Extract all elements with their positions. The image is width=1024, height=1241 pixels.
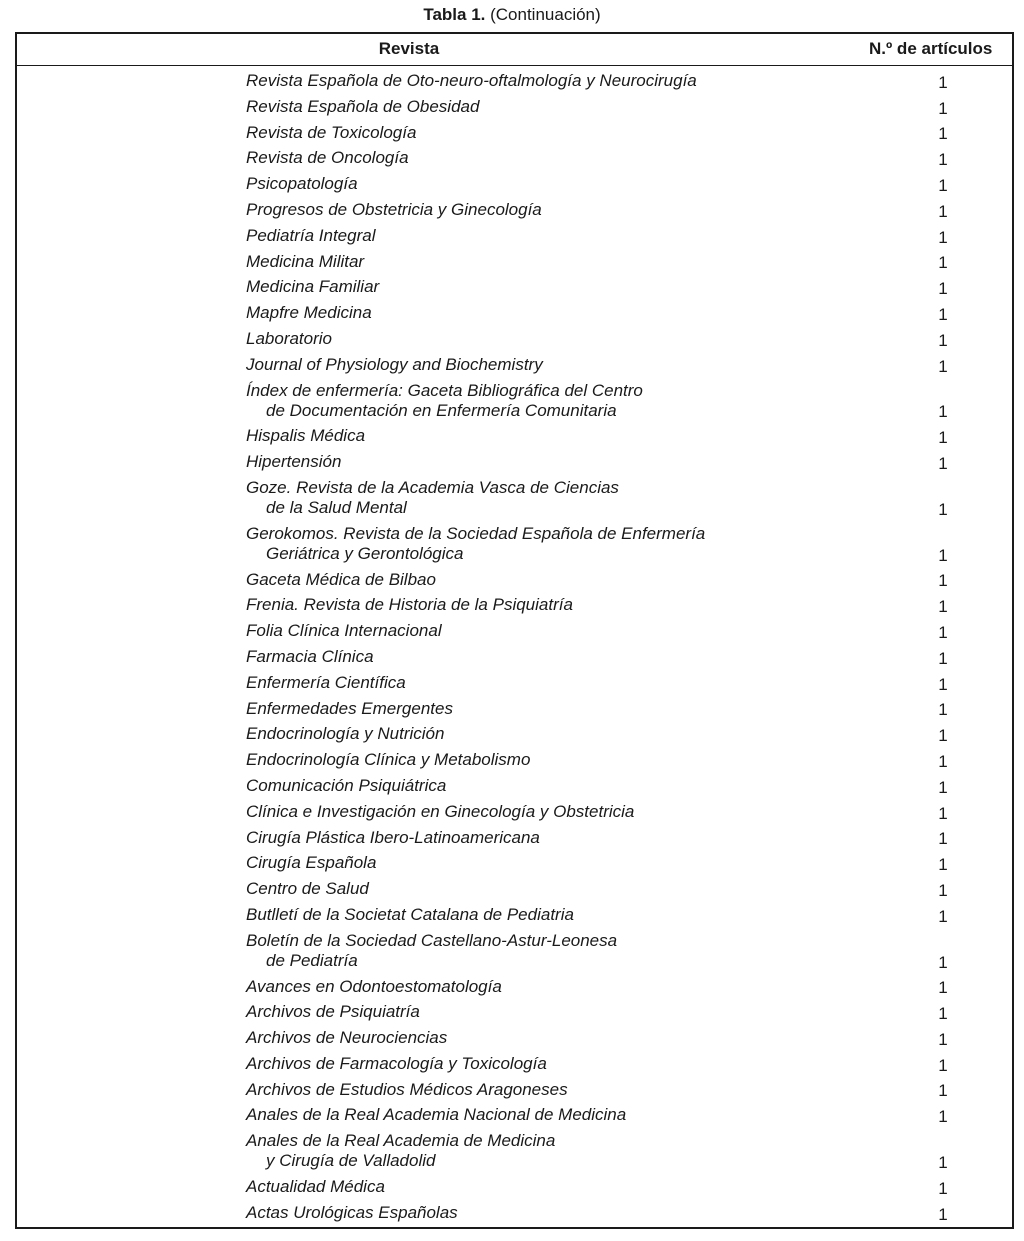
- journal-name-line: Geriátrica y Gerontológica: [266, 543, 464, 563]
- table-row: [17, 800, 1012, 826]
- article-count: 1: [938, 1081, 948, 1101]
- article-count: 1: [938, 700, 948, 720]
- table-row: [17, 1129, 1012, 1175]
- journal-name-line: y Cirugía de Valladolid: [266, 1151, 436, 1171]
- journal-name: [246, 1080, 568, 1100]
- journal-name-line: Medicina Familiar: [246, 277, 380, 297]
- table-row: [17, 146, 1012, 172]
- table-row: [17, 826, 1012, 852]
- journal-name: [246, 524, 705, 564]
- journal-name-line: Frenia. Revista de Historia de la Psiquiatría: [246, 595, 573, 615]
- table-row: [17, 121, 1012, 147]
- table-row: [17, 877, 1012, 903]
- article-count: 1: [938, 1107, 948, 1127]
- table-row: [17, 851, 1012, 877]
- journal-name-line: Butlletí de la Societat Catalana de Pediatria: [246, 904, 574, 924]
- journal-name: [246, 1131, 555, 1171]
- journal-name-line: Gaceta Médica de Bilbao: [246, 569, 436, 589]
- journal-name-line: Farmacia Clínica: [246, 646, 374, 666]
- article-count: 1: [938, 201, 948, 221]
- article-count: 1: [938, 1153, 948, 1173]
- journal-name: [246, 478, 619, 518]
- table-row: [17, 379, 1012, 425]
- journal-name-line: Boletín de la Sociedad Castellano-Astur-Leonesa: [246, 930, 618, 950]
- table-row: [17, 722, 1012, 748]
- journal-name-line: Folia Clínica Internacional: [246, 621, 442, 641]
- journal-name-line: Cirugía Española: [246, 853, 377, 873]
- journal-name: [246, 879, 369, 899]
- journal-name-line: Índex de enfermería: Gaceta Bibliográfica del Centro: [246, 380, 643, 400]
- table-row: [17, 250, 1012, 276]
- article-count: 1: [938, 1004, 948, 1024]
- journal-name-line: Laboratorio: [246, 328, 333, 348]
- caption-label: Tabla 1.: [423, 5, 486, 24]
- journal-name-line: Hispalis Médica: [246, 426, 366, 446]
- article-count: 1: [938, 279, 948, 299]
- journal-name-line: Medicina Militar: [246, 251, 365, 271]
- article-count: 1: [938, 150, 948, 170]
- table-row: [17, 522, 1012, 568]
- article-count: 1: [938, 978, 948, 998]
- journal-name: [246, 595, 573, 615]
- table-row: [17, 903, 1012, 929]
- journal-name: [246, 452, 341, 472]
- table-row: [17, 224, 1012, 250]
- journal-name: [246, 329, 332, 349]
- journal-name-line: Centro de Salud: [246, 879, 369, 899]
- journal-name-line: de Documentación en Enfermería Comunitaria: [266, 400, 617, 420]
- article-count: 1: [938, 906, 948, 926]
- table-body: [17, 69, 1012, 1227]
- journal-name-line: Progresos de Obstetricia y Ginecología: [246, 199, 542, 219]
- journal-name-line: Enfermedades Emergentes: [246, 698, 453, 718]
- journal-name-line: Gerokomos. Revista de la Sociedad Española de Enfermería: [246, 523, 706, 543]
- table-row: [17, 593, 1012, 619]
- journal-name-line: Hipertensión: [246, 452, 342, 472]
- journal-name: [246, 381, 643, 421]
- journal-name: [246, 977, 502, 997]
- table-row: [17, 645, 1012, 671]
- article-count: 1: [938, 648, 948, 668]
- table-row: [17, 1175, 1012, 1201]
- table-row: [17, 172, 1012, 198]
- journal-name-line: Comunicación Psiquiátrica: [246, 775, 447, 795]
- table-row: [17, 975, 1012, 1001]
- table-row: [17, 275, 1012, 301]
- table-row: [17, 671, 1012, 697]
- journal-name-line: Mapfre Medicina: [246, 303, 372, 323]
- article-count: 1: [938, 428, 948, 448]
- table-header: [17, 34, 1012, 66]
- table-row: [17, 929, 1012, 975]
- table-row: [17, 619, 1012, 645]
- article-count: 1: [938, 777, 948, 797]
- journal-name: [246, 699, 453, 719]
- journal-name: [246, 148, 409, 168]
- article-count: 1: [938, 803, 948, 823]
- journal-name: [246, 647, 374, 667]
- journal-name: [246, 355, 543, 375]
- journal-name: [246, 724, 444, 744]
- article-count: 1: [938, 356, 948, 376]
- journal-name-line: Revista Española de Obesidad: [246, 96, 480, 116]
- journal-name: [246, 776, 446, 796]
- article-count: 1: [938, 726, 948, 746]
- article-count: 1: [938, 499, 948, 519]
- journal-name: [246, 828, 540, 848]
- article-count: 1: [938, 175, 948, 195]
- journal-name-line: Revista de Oncología: [246, 148, 409, 168]
- journal-name-line: de la Salud Mental: [266, 497, 407, 517]
- article-count: 1: [938, 402, 948, 422]
- article-count: 1: [938, 227, 948, 247]
- table-row: [17, 424, 1012, 450]
- header-articulos: N.º de artículos: [869, 39, 993, 58]
- journal-name: [246, 750, 530, 770]
- journal-name-line: Anales de la Real Academia de Medicina: [246, 1131, 556, 1151]
- journal-name: [246, 673, 406, 693]
- journal-name-line: Cirugía Plástica Ibero-Latinoamericana: [246, 827, 540, 847]
- journal-name-line: Actas Urológicas Españolas: [246, 1202, 458, 1222]
- journal-name-line: Pediatría Integral: [246, 225, 376, 245]
- article-count: 1: [938, 855, 948, 875]
- article-count: 1: [938, 98, 948, 118]
- table-row: [17, 697, 1012, 723]
- article-count: 1: [938, 674, 948, 694]
- journal-name-line: Psicopatología: [246, 174, 358, 194]
- article-count: 1: [938, 622, 948, 642]
- header-revista: Revista: [378, 39, 440, 58]
- article-count: 1: [938, 330, 948, 350]
- table-row: [17, 69, 1012, 95]
- journal-name: [246, 905, 574, 925]
- journal-name: [246, 931, 617, 971]
- journal-name: [246, 1028, 447, 1048]
- table-row: [17, 327, 1012, 353]
- table-row: [17, 1026, 1012, 1052]
- table-row: [17, 476, 1012, 522]
- table-row: [17, 1052, 1012, 1078]
- journal-name-line: Goze. Revista de la Academia Vasca de Ciencias: [246, 477, 619, 497]
- journal-name: [246, 277, 379, 297]
- journal-name-line: de Pediatría: [266, 950, 358, 970]
- journal-name: [246, 123, 416, 143]
- article-count: 1: [938, 952, 948, 972]
- journal-name: [246, 252, 364, 272]
- table-row: [17, 1078, 1012, 1104]
- article-count: 1: [938, 1029, 948, 1049]
- article-count: 1: [938, 751, 948, 771]
- table-row: [17, 1103, 1012, 1129]
- journal-name-line: Anales de la Real Academia Nacional de Medicina: [246, 1105, 627, 1125]
- table-row: [17, 198, 1012, 224]
- article-count: 1: [938, 1204, 948, 1224]
- journal-name: [246, 1105, 626, 1125]
- journal-name: [246, 97, 479, 117]
- journal-name: [246, 303, 372, 323]
- caption-suffix: (Continuación): [490, 5, 601, 24]
- article-count: 1: [938, 72, 948, 92]
- journal-name-line: Revista de Toxicología: [246, 122, 417, 142]
- journal-name-line: Archivos de Farmacología y Toxicología: [246, 1053, 547, 1073]
- article-count: 1: [938, 597, 948, 617]
- journal-name: [246, 226, 375, 246]
- journal-name-line: Avances en Odontoestomatología: [246, 976, 502, 996]
- article-count: 1: [938, 545, 948, 565]
- table-caption: [0, 3, 1024, 27]
- article-count: 1: [938, 453, 948, 473]
- journal-name: [246, 71, 697, 91]
- journal-name: [246, 1177, 385, 1197]
- article-count: 1: [938, 124, 948, 144]
- table-row: [17, 1000, 1012, 1026]
- table-row: [17, 1201, 1012, 1227]
- journal-table: [15, 32, 1014, 1229]
- table-row: [17, 774, 1012, 800]
- journal-name: [246, 200, 542, 220]
- journal-name: [246, 802, 634, 822]
- journal-name: [246, 1002, 420, 1022]
- article-count: 1: [938, 1178, 948, 1198]
- journal-name-line: Archivos de Estudios Médicos Aragoneses: [246, 1079, 568, 1099]
- article-count: 1: [938, 1055, 948, 1075]
- journal-name-line: Archivos de Psiquiatría: [246, 1002, 420, 1022]
- article-count: 1: [938, 880, 948, 900]
- table-row: [17, 353, 1012, 379]
- journal-name-line: Enfermería Científica: [246, 672, 406, 692]
- table-row: [17, 95, 1012, 121]
- table-row: [17, 568, 1012, 594]
- journal-name: [246, 570, 436, 590]
- journal-name-line: Clínica e Investigación en Ginecología y Obstetricia: [246, 801, 635, 821]
- table-row: [17, 301, 1012, 327]
- journal-name: [246, 174, 358, 194]
- article-count: 1: [938, 253, 948, 273]
- journal-name-line: Journal of Physiology and Biochemistry: [246, 354, 543, 374]
- journal-name: [246, 853, 376, 873]
- journal-name: [246, 1203, 458, 1223]
- journal-name: [246, 1054, 547, 1074]
- journal-name-line: Revista Española de Oto-neuro-oftalmología y Neurocirugía: [246, 71, 697, 90]
- journal-name-line: Archivos de Neurociencias: [246, 1028, 448, 1048]
- journal-name: [246, 426, 365, 446]
- journal-name-line: Endocrinología y Nutrición: [246, 724, 445, 744]
- journal-name: [246, 621, 442, 641]
- article-count: 1: [938, 829, 948, 849]
- article-count: 1: [938, 304, 948, 324]
- article-count: 1: [938, 571, 948, 591]
- table-row: [17, 450, 1012, 476]
- table-row: [17, 748, 1012, 774]
- journal-name-line: Actualidad Médica: [246, 1177, 385, 1197]
- journal-name-line: Endocrinología Clínica y Metabolismo: [246, 750, 531, 770]
